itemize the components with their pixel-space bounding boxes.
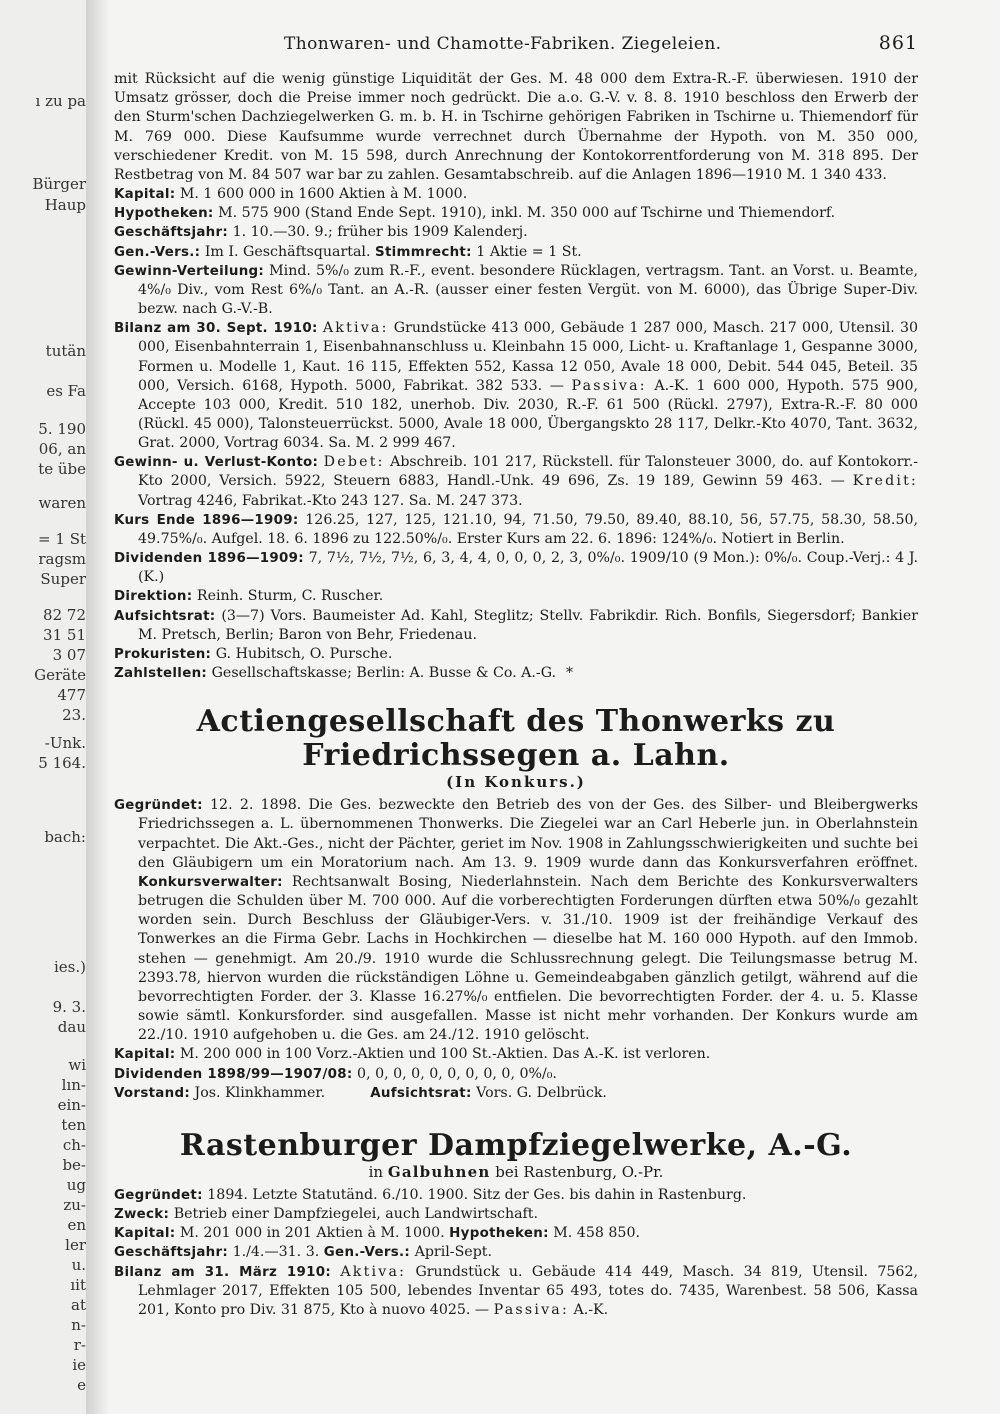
entry3-kapital: Kapital: M. 201 000 in 201 Aktien à M. 1000. Hypotheken: M. 458 850. [114,1225,640,1242]
gutter-fragment: 06, an [38,440,86,458]
gutter-fragment: 9. 3. [52,998,86,1016]
gutter-fragment: ler [65,1236,86,1254]
footnote-star: * [566,665,574,681]
gutter-fragment: 3 07 [52,646,86,664]
entry1-gewinn-verlust-konto: Gewinn- u. Verlust-Konto: Debet: Abschreib. 101 217, Rückstell. für Talonsteuer 3000, do. auf Kontokorr.-Kto 2000, Versich. 5922, Steuern 6883, Handl.-Unk. 49 696, Zs. 19 189, Gewinn 59 463. — Kredit: Vortrag 4246, Fabrikat.-Kto 243 127. Sa. M. 247 373. [114,454,919,509]
gutter-fragment: 31 51 [43,626,86,644]
gutter-fragment: 5 164. [38,754,86,772]
gutter-fragment: u. [71,1256,86,1274]
gutter-fragment: at [71,1296,86,1314]
entry1-kurs: Kurs Ende 1896—1909: 126.25, 127, 125, 121.10, 94, 71.50, 79.50, 89.40, 88.10, 56, 57.75, 58.30, 58.50, 49.75%/₀. Aufgel. 18. 6. 1896 zu 122.50%/₀. Erster Kurs am 22. 6. 1896: 124%/₀. Notiert in Berlin. [114,511,919,547]
gutter-fragment: Bürger [32,175,86,193]
entry1-hypotheken: Hypotheken: M. 575 900 (Stand Ende Sept. 1910), inkl. M. 350 000 auf Tschirne und Thiemendorf. [114,205,836,222]
entry2-company-title: Actiengesellschaft des Thonwerks zu Friedrichssegen a. Lahn. [196,704,836,774]
gutter-fragment: -Unk. [44,734,86,752]
gutter-fragment: 82 72 [43,606,86,624]
gutter-fragment: ıit [70,1276,86,1294]
running-head [284,34,918,54]
gutter-fragment: ie [72,1356,86,1374]
entry1-genvers: Gen.-Vers.: Im I. Geschäftsquartal. Stimmrecht: 1 Aktie = 1 St. [114,243,582,260]
gutter-fragment: 23. [62,706,86,724]
gutter-fragment: 477 [57,686,86,704]
gutter-fragment: dau [57,1018,86,1036]
gutter-fragment: e [77,1376,86,1394]
gutter-fragment: waren [38,494,86,512]
gutter-fragment: ug [66,1176,86,1194]
entry-rastenburger-dampfziegelwerke [114,1129,918,1320]
page-body [114,34,918,1320]
entry3-company-title: Rastenburger Dampfziegelwerke, A.-G. [179,1127,853,1163]
gutter-fragment: ten [61,1116,86,1134]
gutter-fragment: Haup [44,196,86,214]
entry1-zahlstellen: Zahlstellen: Gesellschaftskasse; Berlin: A. Busse & Co. A.-G. * [114,665,574,681]
gutter-fragment: lın- [61,1076,86,1094]
book-spine-shadow [86,0,110,1414]
gutter-fragment: Super [40,570,86,588]
entry3-zweck: Zweck: Betrieb einer Dampfziegelei, auch Landwirtschaft. [114,1206,539,1223]
gutter-fragment: tutän [45,342,86,360]
gutter-fragment: ies.) [54,958,86,976]
entry3-gegruendet: Gegründet: 1894. Letzte Statutänd. 6./10. 1900. Sitz der Ges. bis dahin in Rastenburg. [114,1186,747,1203]
gutter-fragment: = 1 St [38,530,86,548]
gutter-fragment: es Fa [46,382,86,400]
entry3-bilanz: Bilanz am 31. März 1910: Aktiva: Grundstück u. Gebäude 414 449, Masch. 34 819, Utensil. 7562, Lehmlager 2017, Effekten 105 500, lebendes Inventar 65 493, totes do. 7435, Warenbest. 58 506, Kassa 201, Konto pro Div. 31 875, Kto à nuovo 4025. — Passiva: A.-K. [114,1263,918,1318]
entry1-intro: mit Rücksicht auf die wenig günstige Liquidität der Ges. M. 48 000 dem Extra-R.-F. überwiesen. 1910 der Umsatz grösser, doch die Preise immer noch gedrückt. Die a.o. G.-V. v. 8. 8. 1910 beschloss den Erwerb der den Sturm'schen Dachziegelwerken G. m. b. H. in Tschirne gehörigen Fabriken in Tschirne u. Thiemendorf für M. 769 000. Diese Kaufsumme wurde verrechnet durch Übernahme der Hypoth. von M. 350 000, verschiedener Kredit. von M. 15 598, durch Anrechnung der Kontokorrentforderung von M. 318 895. Der Restbetrag von M. 84 507 war bar zu zahlen. Gesamtabschreib. auf die Anlagen 1896—1910 M. 1 340 433. [114,71,918,183]
entry1-geschaeftsjahr: Geschäftsjahr: 1. 10.—30. 9.; früher bis 1909 Kalenderj. [114,224,528,241]
entry1-kapital: Kapital: M. 1 600 000 in 1600 Aktien à M. 1000. [114,186,468,203]
left-page-gutter [0,0,86,1414]
page-number: 861 [878,32,918,54]
entry2-dividenden: Dividenden 1898/99—1907/08: 0, 0, 0, 0, 0, 0, 0, 0, 0, 0%/₀. [114,1065,557,1082]
gutter-fragment: bach: [44,828,86,846]
gutter-fragment: be- [62,1156,86,1174]
entry-thonwerk-friedrichssegen [114,705,918,1103]
gutter-fragment: wi [68,1056,86,1074]
gutter-fragment: zu- [63,1196,86,1214]
entry2-vorstand: Vorstand: Jos. Klinkhammer. Aufsichtsrat: Vors. G. Delbrück. [114,1084,607,1101]
gutter-fragment: ı zu pa [35,92,86,110]
gutter-fragment: ein- [57,1096,86,1114]
entry1-prokuristen: Prokuristen: G. Hubitsch, O. Pursche. [114,645,393,662]
gutter-fragment: te übe [38,460,86,478]
gutter-fragment: en [67,1216,86,1234]
gutter-fragment: 5. 190 [38,420,86,438]
entry1-gewinnverteilung: Gewinn-Verteilung: Mind. 5%/₀ zum R.-F., event. besondere Rücklagen, vertragsm. Tant. an Vorst. u. Beamte, 4%/₀ Div., vom Rest 6%/₀ Tant. an A.-R. (ausser einer festen Vergüt. von M. 6000), das Übrige Super-Div. bezw. nach G.-V.-B. [114,262,918,318]
gutter-fragment: ch- [62,1136,86,1154]
entry2-status-subtitle: (In Konkurs.) [446,773,586,792]
entry2-gegruendet: Gegründet: 12. 2. 1898. Die Ges. bezweckte den Betrieb des von der Ges. des Silber- und Bleibergwerks Friedrichssegen a. L. übernommenen Thonwerks. Die Ziegelei war an Carl Heberle jun. in Oberlahnstein verpachtet. Die Akt.-Ges., nicht der Pächter, geriet im Nov. 1908 in Zahlungsschwierigkeiten und suchte bei den Gläubigern um ein Moratorium nach. Am 13. 9. 1909 wurde dann das Konkursverfahren eröffnet. Konkursverwalter: Rechtsanwalt Bosing, Niederlahnstein. Nach dem Berichte des Konkursverwalters betrugen die Schulden über M. 700 000. Auf die vorberechtigten Forderungen dürften etwa 50%/₀ gezahlt worden sein. Durch Beschluss der Gläubiger-Vers. v. 31./10. 1909 ist der freihändige Verkauf des Tonwerkes an die Firma Gebr. Lachs in Hochkirchen — dieselbe hat M. 160 000 Hypoth. auf den Immob. stehen — genehmigt. Am 20./9. 1910 wurde die Schlussrechnung gelegt. Die Teilungsmasse betrug M. 2393.78, hiervon wurden die rückständigen Löhne u. Gemeindeabgaben gänzlich getilgt, während auf die bevorrechtigten Forder. der 3. Klasse 16.27%/₀ entfielen. Die bevorrechtigten Forder. der 4. u. 5. Klasse sowie sämtl. Konkursforder. sind ausgefallen. Masse ist nicht mehr vorhanden. Der Konkurs wurde am 22./10. 1910 aufgehoben u. die Ges. am 24./12. 1910 gelöscht. [114,797,918,1044]
gutter-fragment: n- [71,1316,86,1334]
entry1-bilanz: Bilanz am 30. Sept. 1910: Aktiva: Grundstücke 413 000, Gebäude 1 287 000, Masch. 217 000, Utensil. 30 000, Eisenbahnterrain 1, Eisenbahnanschluss u. Kleinbahn 15 000, Licht- u. Kraftanlage 1, Gespanne 3000, Formen u. Modelle 1, Kaut. 16 115, Effekten 552, Kassa 12 050, Avale 18 000, Debit. 544 045, Beteil. 35 000, Versich. 6168, Hypoth. 5000, Fabrikat. 382 533. — Passiva: A.-K. 1 600 000, Hypoth. 575 900, Accepte 103 000, Kredit. 510 182, unerhob. Div. 2030, R.-F. 61 500 (Rückl. 2797), Extra-R.-F. 80 000 (Rückl. 45 000), Talonsteuerrückst. 5000, Avale 18 000, Übergangskto 28 117, Delkr.-Kto 4070, Tant. 3632, Grat. 2000, Vortrag 6034. Sa. M. 2 999 467. [114,320,918,452]
entry3-location: in Galbuhnen bei Rastenburg, O.-Pr. [368,1162,664,1181]
entry3-geschaeftsjahr: Geschäftsjahr: 1./4.—31. 3. Gen.-Vers.: April-Sept. [114,1244,492,1261]
running-head-title: Thonwaren- und Chamotte-Fabriken. Ziegeleien. [284,34,722,54]
entry2-kapital: Kapital: M. 200 000 in 100 Vorz.-Aktien und 100 St.-Aktien. Das A.-K. ist verloren. [114,1046,711,1063]
gutter-fragment: ragsm [38,550,86,568]
entry1-aufsichtsrat: Aufsichtsrat: (3—7) Vors. Baumeister Ad. Kahl, Steglitz; Stellv. Fabrikdir. Rich. Bonfils, Siegersdorf; Bankier M. Pretsch, Berlin; Baron von Behr, Friedenau. [114,607,918,643]
entry-thonwaren-tschirne [114,70,918,683]
entry1-dividenden: Dividenden 1896—1909: 7, 7½, 7½, 7½, 6, 3, 4, 4, 0, 0, 0, 2, 3, 0%/₀. 1909/10 (9 Mon.): 0%/₀. Coup.-Verj.: 4 J. (K.) [114,550,918,586]
gutter-fragment: Geräte [34,666,86,684]
gutter-fragment: r- [73,1336,86,1354]
entry1-direktion: Direktion: Reinh. Sturm, C. Ruscher. [114,588,384,605]
